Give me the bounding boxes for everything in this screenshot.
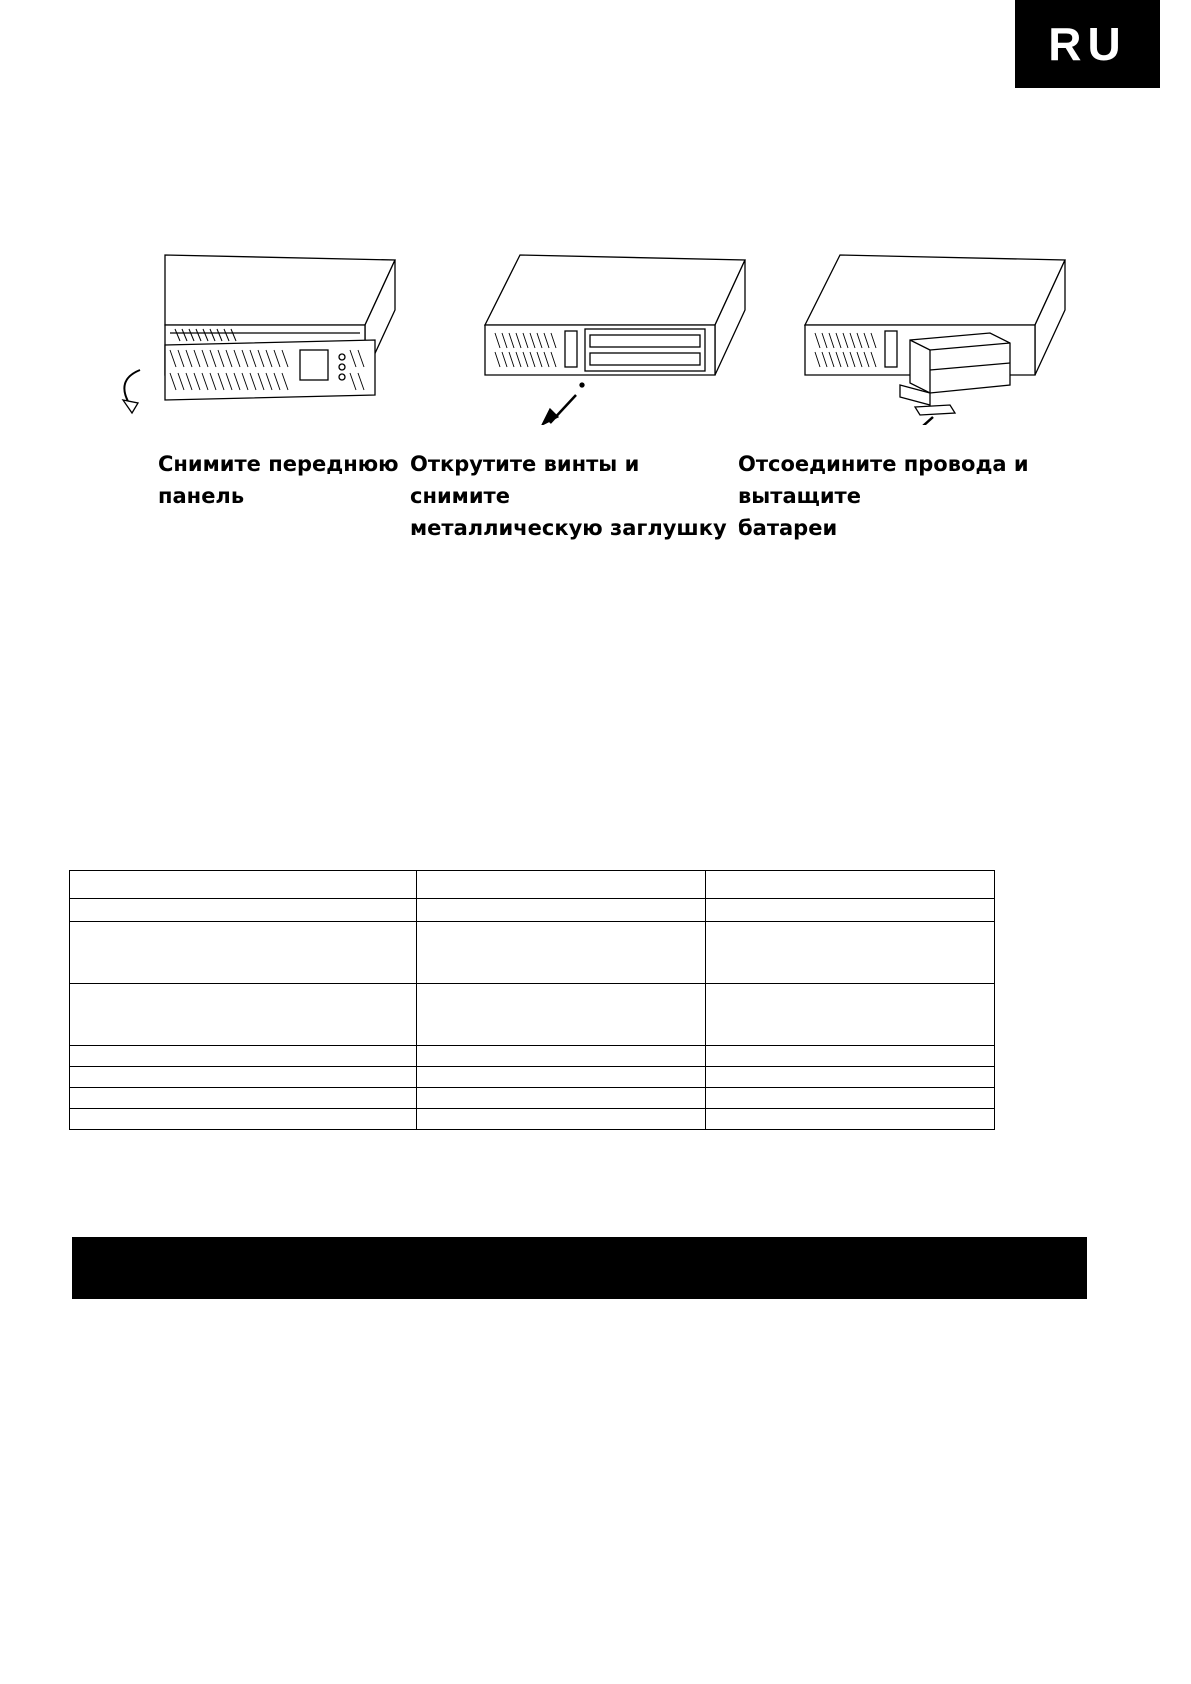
table-row <box>70 871 995 899</box>
table-cell <box>706 1046 995 1067</box>
table-cell <box>70 871 417 899</box>
step2-caption: Открутите винты и снимите металлическую заглушку <box>410 452 727 540</box>
table-cell <box>70 1088 417 1109</box>
step2-illustration <box>470 245 760 425</box>
table-cell <box>706 1088 995 1109</box>
step3-caption: Отсоедините провода и вытащите батареи <box>738 452 1029 540</box>
step1-illustration <box>110 245 400 425</box>
table-cell <box>417 871 706 899</box>
step1-caption: Снимите переднюю панель <box>158 452 399 508</box>
table-cell <box>70 1067 417 1088</box>
table-cell <box>706 1067 995 1088</box>
table-cell <box>417 922 706 984</box>
table-cell <box>417 1088 706 1109</box>
table-cell <box>417 1046 706 1067</box>
table-cell <box>706 899 995 922</box>
table-cell <box>706 871 995 899</box>
table-row <box>70 922 995 984</box>
table-cell <box>70 922 417 984</box>
table-cell <box>417 1067 706 1088</box>
table-cell <box>70 1109 417 1130</box>
table-cell <box>706 1109 995 1130</box>
table-cell <box>417 1109 706 1130</box>
table-cell <box>706 922 995 984</box>
table-row <box>70 1046 995 1067</box>
spec-table <box>69 870 995 1130</box>
table-cell <box>70 899 417 922</box>
table-row <box>70 1088 995 1109</box>
table-row <box>70 1067 995 1088</box>
step3-illustration <box>795 245 1085 425</box>
section-header-bar <box>72 1237 1087 1299</box>
table-cell <box>70 1046 417 1067</box>
table-cell <box>417 899 706 922</box>
table-row <box>70 984 995 1046</box>
table-cell <box>70 984 417 1046</box>
table-cell <box>706 984 995 1046</box>
table-cell <box>417 984 706 1046</box>
language-badge: RU <box>1015 0 1160 88</box>
table-row <box>70 899 995 922</box>
table-row <box>70 1109 995 1130</box>
